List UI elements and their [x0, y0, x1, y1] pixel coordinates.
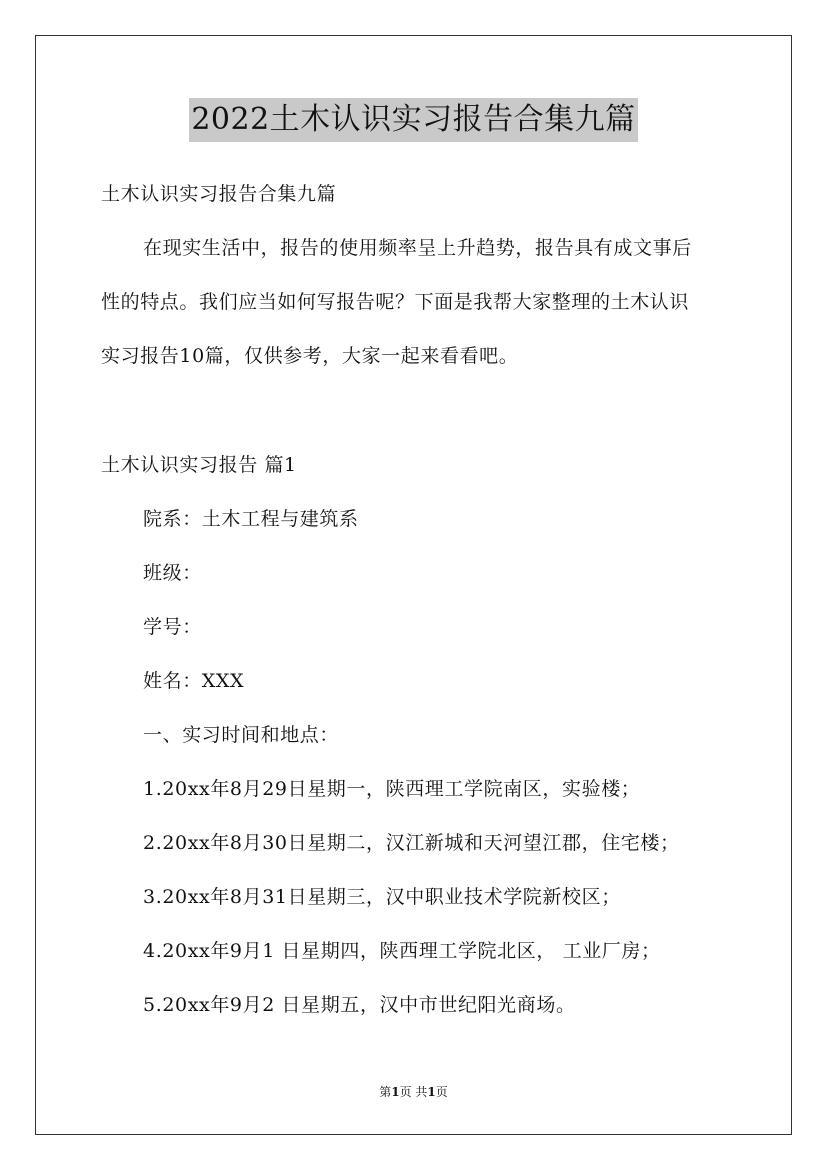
- title-container: [0, 98, 827, 142]
- field-student-id: 学号：: [143, 616, 202, 638]
- section-heading: 土木认识实习报告 篇1: [101, 454, 297, 476]
- schedule-item-5: 5.20xx年9月2 日星期五，汉中市世纪阳光商场。: [143, 994, 576, 1016]
- page-footer: [0, 1084, 827, 1100]
- footer-page-suffix: 页: [435, 1085, 448, 1099]
- field-name: 姓名：XXX: [143, 670, 245, 692]
- field-department: 院系：土木工程与建筑系: [143, 508, 359, 530]
- schedule-item-1: 1.20xx年8月29日星期一，陕西理工学院南区，实验楼；: [143, 778, 641, 800]
- footer-page-current: 1: [391, 1085, 400, 1099]
- document-subtitle: 土木认识实习报告合集九篇: [101, 183, 337, 205]
- footer-page-total: 1: [427, 1085, 436, 1099]
- intro-line-1: 在现实生活中，报告的使用频率呈上升趋势，报告具有成文事后: [143, 237, 692, 259]
- section-one-heading: 一、实习时间和地点：: [143, 724, 340, 746]
- intro-line-2: 性的特点。我们应当如何写报告呢？下面是我帮大家整理的土木认识: [101, 291, 690, 313]
- schedule-item-2: 2.20xx年8月30日星期二，汉江新城和天河望江郡，住宅楼；: [143, 832, 680, 854]
- document-title: 2022土木认识实习报告合集九篇: [189, 98, 637, 142]
- intro-line-3: 实习报告10篇，仅供参考，大家一起来看看吧。: [101, 345, 519, 367]
- footer-page-prefix: 第: [379, 1085, 392, 1099]
- field-class: 班级：: [143, 562, 202, 584]
- schedule-item-4: 4.20xx年9月1 日星期四，陕西理工学院北区， 工业厂房；: [143, 940, 661, 962]
- schedule-item-3: 3.20xx年8月31日星期三，汉中职业技术学院新校区；: [143, 886, 621, 908]
- footer-page-mid: 页 共: [399, 1085, 428, 1099]
